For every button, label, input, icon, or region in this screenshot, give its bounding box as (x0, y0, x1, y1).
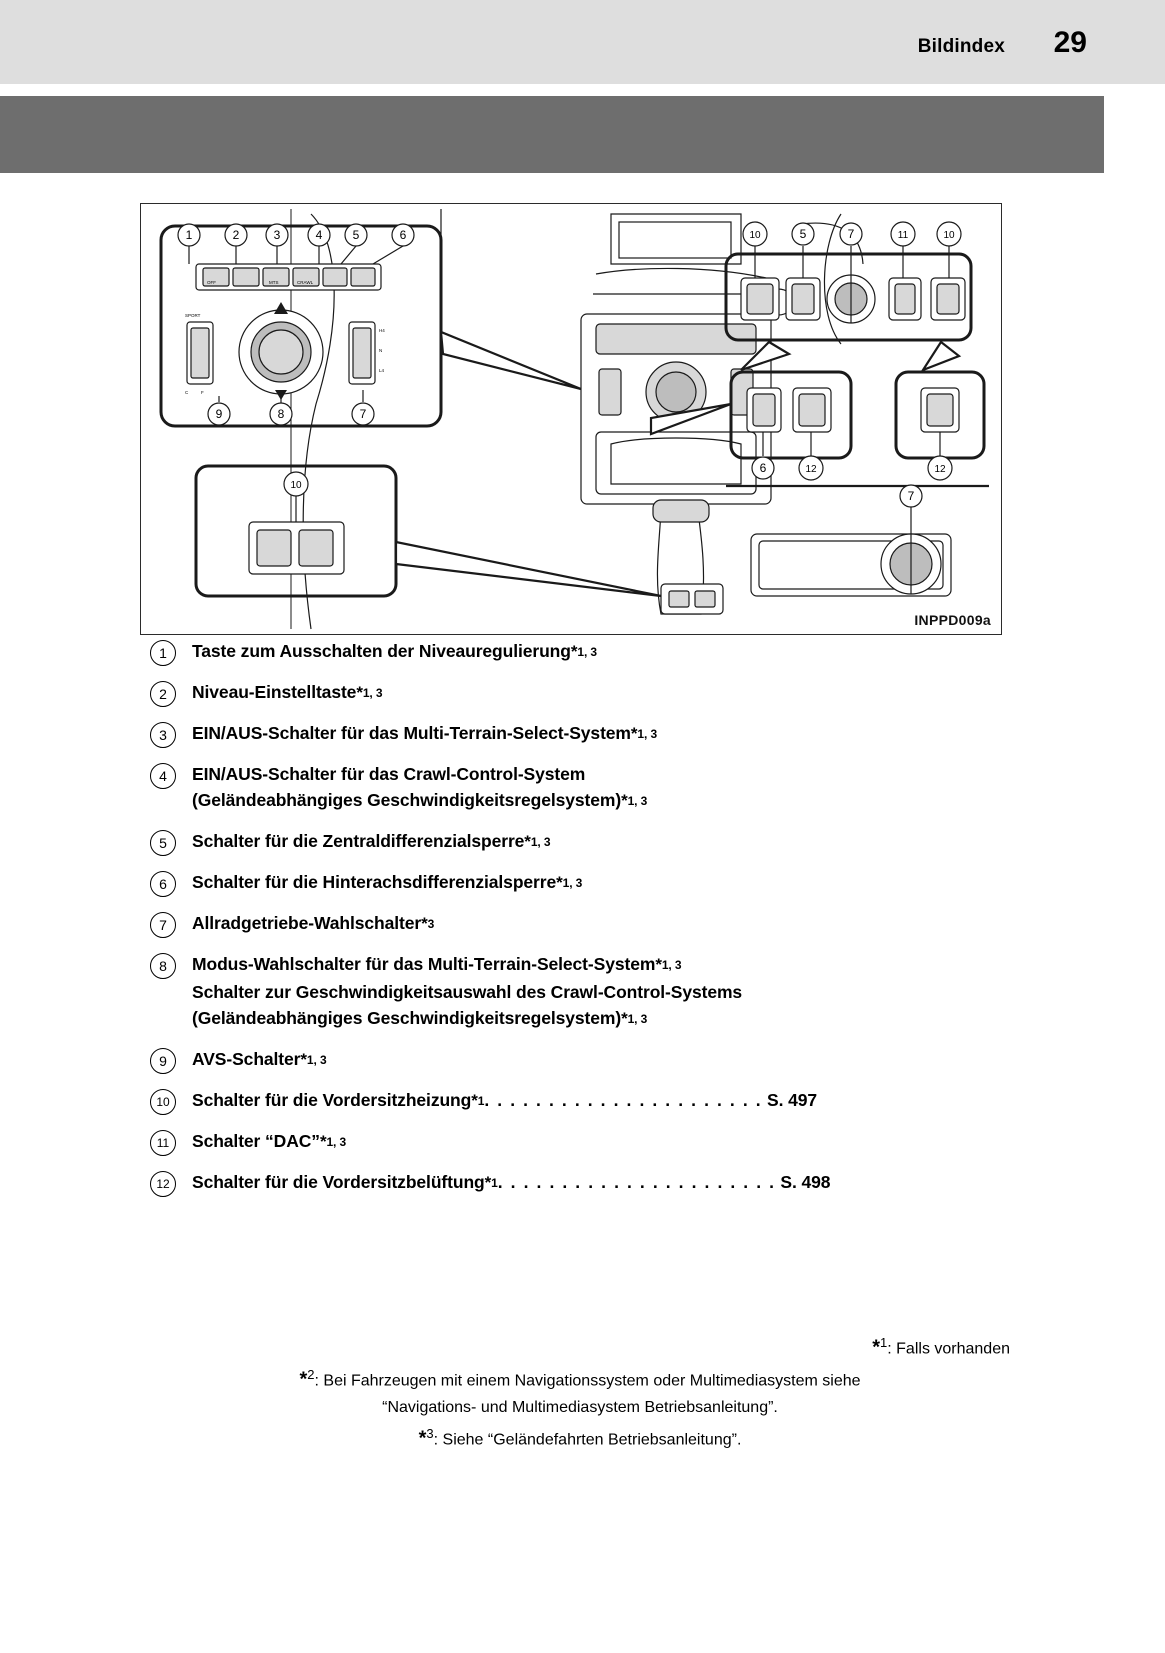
callout-number: 3 (150, 722, 176, 748)
item-footnote-ref: 1, 3 (661, 958, 682, 972)
svg-text:8: 8 (277, 407, 285, 421)
item-footnote-ref: 1 (491, 1176, 498, 1190)
svg-text:MTS: MTS (269, 280, 279, 285)
list-item (150, 679, 1020, 707)
list-item-text: Modus-Wahlschalter für das Multi-Terrain-Select-System*$^{1, 3}$ Schalter zur Geschwindigkeitsauswahl des Crawl-Control-Systems (Geländeabhängiges Geschwindigkeitsregelsystem)*$^{1, 3}$ (192, 954, 743, 1028)
list-item-text: Schalter für die Hinterachsdifferenzialsperre*$^{1, 3}$ (192, 872, 583, 892)
item-footnote-ref: 3 (427, 917, 435, 931)
svg-text:5: 5 (352, 228, 360, 242)
list-item-text: Schalter für die Zentraldifferenzialsperre*$^{1, 3}$ (192, 831, 551, 851)
item-footnote-ref: 1, 3 (627, 1012, 648, 1026)
item-line: Allradgetriebe-Wahlschalter (192, 913, 422, 933)
item-line: (Geländeabhängiges Geschwindigkeitsregelsystem) (192, 1008, 622, 1028)
item-line: (Geländeabhängiges Geschwindigkeitsregelsystem) (192, 790, 622, 810)
footnote-number: 3 (426, 1425, 434, 1441)
item-footnote-ref: 1, 3 (577, 645, 598, 659)
item-footnote-ref: 1, 3 (530, 835, 551, 849)
list-item-text: EIN/AUS-Schalter für das Multi-Terrain-Select-System*$^{1, 3}$ (192, 723, 658, 743)
list-item (150, 1046, 1020, 1074)
index-list (150, 638, 1020, 1210)
item-line: Schalter für die Hinterachsdifferenzialsperre (192, 872, 557, 892)
svg-text:CRAWL: CRAWL (297, 280, 314, 285)
footnote-text: : Siehe “Geländefahrten Betriebsanleitung”. (433, 1430, 742, 1448)
item-footnote-ref: 1, 3 (326, 1135, 347, 1149)
section-color-band (0, 96, 1104, 173)
callout-number: 7 (150, 912, 176, 938)
callout-number: 2 (150, 681, 176, 707)
svg-text:1: 1 (185, 228, 193, 242)
list-item (150, 1087, 1020, 1115)
asterisk-glyph: * (418, 1426, 427, 1449)
footnote-2-continued (150, 1395, 1010, 1421)
item-footnote-ref: 1, 3 (637, 727, 658, 741)
footnote-text: : Bei Fahrzeugen mit einem Navigationssystem oder Multimediasystem siehe (314, 1372, 861, 1390)
footnotes (150, 1330, 1010, 1453)
list-item (150, 869, 1020, 897)
asterisk-glyph: * (299, 1368, 308, 1391)
svg-text:F: F (201, 390, 204, 395)
list-item-text: AVS-Schalter*$^{1, 3}$ (192, 1049, 327, 1069)
svg-text:3: 3 (273, 228, 281, 242)
list-item (150, 1169, 1020, 1197)
item-line: Niveau-Einstelltaste (192, 682, 357, 702)
figure-illustration (140, 203, 1002, 635)
callout-number: 5 (150, 830, 176, 856)
figure-code: INPPD009a (914, 612, 991, 628)
list-item (150, 761, 1020, 815)
callout-number: 4 (150, 763, 176, 789)
footnote-text: : Falls vorhanden (887, 1340, 1010, 1358)
callout-number: 11 (150, 1130, 176, 1156)
list-item (150, 951, 1020, 1033)
footnote-2 (150, 1362, 1010, 1394)
list-item-text: Schalter “DAC”*$^{1, 3}$ (192, 1131, 347, 1151)
item-line: Modus-Wahlschalter für das Multi-Terrain-Select-System (192, 954, 656, 974)
list-item-text: Schalter für die Vordersitzbelüftung*$^1$. . . . . . . . . . . . . . . . . . . . . . S. 498 (192, 1172, 831, 1192)
page-title: Bildindex (917, 36, 1005, 57)
page-reference[interactable]: S. 497 (767, 1090, 817, 1110)
svg-text:2: 2 (232, 228, 240, 242)
svg-text:10: 10 (943, 230, 955, 241)
svg-text:12: 12 (934, 464, 946, 475)
svg-text:12: 12 (805, 464, 817, 475)
item-footnote-ref: 1, 3 (627, 794, 648, 808)
svg-text:6: 6 (759, 461, 767, 475)
item-footnote-ref: 1, 3 (362, 686, 383, 700)
list-item (150, 910, 1020, 938)
item-footnote-ref: 1 (477, 1094, 485, 1108)
footnote-1 (150, 1330, 1010, 1362)
item-footnote-ref: 1, 3 (562, 876, 583, 890)
vehicle-controls-diagram (141, 204, 1001, 634)
list-item (150, 828, 1020, 856)
item-line: Schalter zur Geschwindigkeitsauswahl des Crawl-Control-Systems (192, 982, 743, 1002)
svg-text:SPORT: SPORT (185, 313, 201, 318)
item-line: EIN/AUS-Schalter für das Multi-Terrain-Select-System (192, 723, 631, 743)
footnote-number: 2 (307, 1367, 315, 1383)
item-line: EIN/AUS-Schalter für das Crawl-Control-System (192, 764, 586, 784)
svg-text:10: 10 (290, 480, 302, 491)
list-item (150, 1128, 1020, 1156)
list-item (150, 638, 1020, 666)
page-number: 29 (1053, 26, 1087, 59)
item-line: Schalter für die Vordersitzheizung (192, 1090, 472, 1110)
svg-text:10: 10 (749, 230, 761, 241)
callout-number: 6 (150, 871, 176, 897)
svg-text:N: N (379, 348, 383, 353)
page-reference[interactable]: S. 498 (780, 1172, 831, 1192)
svg-text:6: 6 (399, 228, 407, 242)
svg-text:11: 11 (897, 230, 909, 241)
list-item-text: EIN/AUS-Schalter für das Crawl-Control-System (Geländeabhängiges Geschwindigkeitsregelsystem)*$^{1, 3}$ (192, 764, 648, 810)
item-line: AVS-Schalter (192, 1049, 301, 1069)
svg-text:L4: L4 (379, 368, 385, 373)
leader-dots: . . . . . . . . . . . . . . . . . . . . . . (484, 1090, 763, 1110)
item-line: Schalter für die Vordersitzbelüftung (192, 1172, 485, 1192)
svg-text:C: C (185, 390, 189, 395)
callout-number: 12 (150, 1171, 176, 1197)
callout-number: 10 (150, 1089, 176, 1115)
leader-dots: . . . . . . . . . . . . . . . . . . . . . . (497, 1172, 776, 1192)
callout-number: 8 (150, 953, 176, 979)
item-line: Taste zum Ausschalten der Niveauregulierung (192, 641, 571, 661)
item-line: Schalter “DAC” (192, 1131, 320, 1151)
list-item-text: Schalter für die Vordersitzheizung*$^1$. . . . . . . . . . . . . . . . . . . . . . S. 497 (192, 1090, 817, 1110)
footnote-3 (150, 1421, 1010, 1453)
footnote-text: “Navigations- und Multimediasystem Betriebsanleitung”. (382, 1398, 778, 1416)
svg-text:5: 5 (799, 227, 807, 241)
footnote-number: 1 (880, 1335, 888, 1350)
item-footnote-ref: 1, 3 (306, 1053, 327, 1067)
svg-text:4: 4 (315, 228, 323, 242)
svg-text:OFF: OFF (207, 280, 216, 285)
list-item (150, 720, 1020, 748)
item-line: Schalter für die Zentraldifferenzialsperre (192, 831, 525, 851)
svg-text:7: 7 (847, 227, 855, 241)
svg-text:7: 7 (359, 407, 367, 421)
list-item-text: Allradgetriebe-Wahlschalter*$^3$ (192, 913, 435, 933)
asterisk-glyph: * (872, 1336, 881, 1359)
svg-text:9: 9 (215, 407, 223, 421)
list-item-text: Niveau-Einstelltaste*$^{1, 3}$ (192, 682, 383, 702)
list-item-text: Taste zum Ausschalten der Niveauregulierung*$^{1, 3}$ (192, 641, 598, 661)
svg-text:7: 7 (907, 489, 915, 503)
svg-text:H4: H4 (379, 328, 385, 333)
callout-number: 9 (150, 1048, 176, 1074)
callout-number: 1 (150, 640, 176, 666)
